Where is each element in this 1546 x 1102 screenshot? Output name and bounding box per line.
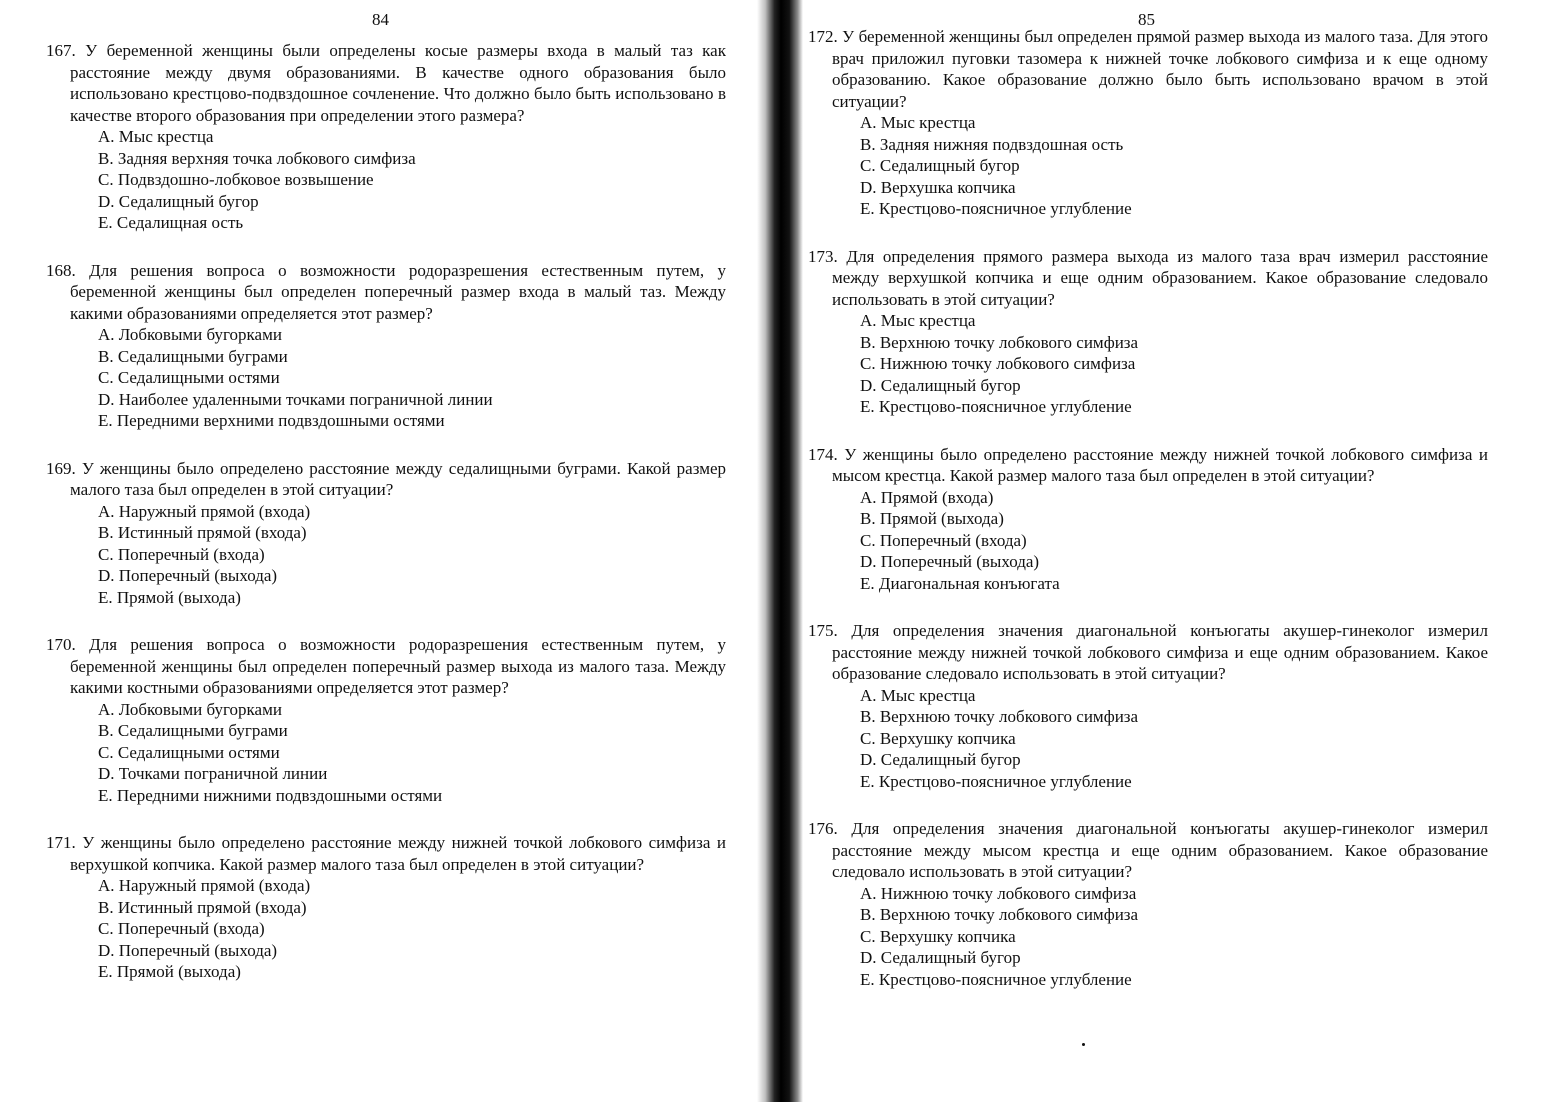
- question-168: [46, 260, 726, 432]
- answer-options: [46, 875, 726, 983]
- option-a: A. Прямой (входа): [860, 487, 994, 507]
- answer-options: [808, 310, 1488, 418]
- option-a: A. Наружный прямой (входа): [98, 876, 311, 895]
- option-c: C. Верхушку копчика: [860, 926, 1016, 946]
- question-text: 171. У женщины было определено расстояние между нижней точкой лобкового симфиза и верхушкой копчика. Какой размер малого таза был определен в этой ситуации?: [46, 833, 726, 874]
- option-d: D. Поперечный (выхода): [860, 552, 1040, 571]
- option-b: B. Истинный прямой (входа): [98, 897, 307, 917]
- answer-options: [808, 685, 1488, 793]
- question-176: [808, 818, 1488, 990]
- question-169: [46, 458, 726, 609]
- option-d: D. Наиболее удаленными точками пограничной линии: [98, 389, 493, 409]
- question-175: [808, 620, 1488, 792]
- option-e: E. Крестцово-поясничное углубление: [860, 397, 1132, 416]
- option-b: B. Задняя нижняя подвздошная ость: [860, 134, 1124, 154]
- question-text: 175. Для определения значения диагональной конъюгаты акушер-гинеколог измерил расстояние между нижней точкой лобкового симфиза и еще одним образованием. Какое образование следовало использовать в этой ситуации?: [808, 621, 1488, 683]
- option-c: C. Верхушку копчика: [860, 728, 1016, 748]
- right-page: [808, 27, 1488, 990]
- option-c: C. Нижнюю точку лобкового симфиза: [860, 354, 1136, 373]
- option-d: D. Седалищный бугор: [860, 948, 1021, 967]
- option-c: C. Поперечный (входа): [98, 544, 265, 564]
- book-spine-shadow: [757, 0, 803, 1102]
- question-text: 172. У беременной женщины был определен прямой размер выхода из малого таза. Для этого врач приложил пуговки тазомера к нижней точке лобкового симфиза и к еще одному образованию. Какое образование должно было быть использовано врачом в этой ситуации?: [808, 27, 1488, 111]
- option-a: A. Мыс крестца: [860, 113, 976, 132]
- option-b: B. Седалищными буграми: [98, 346, 288, 366]
- question-text: 169. У женщины было определено расстояние между седалищными буграми. Какой размер малого таза был определен в этой ситуации?: [46, 458, 726, 499]
- option-e: E. Крестцово-поясничное углубление: [860, 199, 1132, 218]
- question-174: [808, 444, 1488, 595]
- option-d: D. Поперечный (выхода): [98, 940, 278, 960]
- question-text: 174. У женщины было определено расстояние между нижней точкой лобкового симфиза и мысом крестца. Какой размер малого таза был определен в этой ситуации?: [808, 444, 1488, 485]
- option-b: B. Задняя верхняя точка лобкового симфиза: [98, 148, 416, 168]
- option-e: E. Прямой (выхода): [98, 587, 241, 607]
- option-d: D. Точками пограничной линии: [98, 764, 328, 783]
- answer-options: [46, 501, 726, 609]
- option-e: E. Передними верхними подвздошными остями: [98, 411, 445, 430]
- question-text: 173. Для определения прямого размера выхода из малого таза врач измерил расстояние между верхушкой копчика и еще одним образованием. Какое образование следовало использовать в этой ситуации?: [808, 246, 1488, 309]
- option-b: B. Верхнюю точку лобкового симфиза: [860, 332, 1139, 352]
- answer-options: [808, 487, 1488, 595]
- option-c: C. Поперечный (входа): [98, 919, 265, 938]
- answer-options: [46, 324, 726, 432]
- scan-speck: [1082, 1043, 1085, 1046]
- option-a: A. Мыс крестца: [860, 685, 976, 705]
- option-e: E. Диагональная конъюгата: [860, 573, 1060, 593]
- option-e: E. Крестцово-поясничное углубление: [860, 969, 1132, 989]
- option-d: D. Поперечный (выхода): [98, 566, 278, 585]
- option-b: B. Верхнюю точку лобкового симфиза: [860, 707, 1139, 726]
- answer-options: [46, 699, 726, 807]
- option-e: E. Седалищная ость: [98, 213, 244, 232]
- question-172: [808, 26, 1488, 220]
- answer-options: [46, 126, 726, 234]
- question-170: [46, 634, 726, 806]
- option-e: E. Прямой (выхода): [98, 962, 241, 981]
- question-173: [808, 246, 1488, 418]
- option-a: A. Мыс крестца: [98, 127, 214, 146]
- option-a: A. Наружный прямой (входа): [98, 501, 311, 521]
- question-text: 167. У беременной женщины были определены косые размеры входа в малый таз как расстояние между двумя образованиями. В качестве одного образования было использовано крестцово-подвздошное сочленение. Что должно было быть использовано в качестве второго образования при определении этого размера?: [46, 41, 726, 125]
- option-c: C. Седалищный бугор: [860, 156, 1020, 175]
- option-c: C. Седалищными остями: [98, 368, 280, 387]
- option-a: A. Лобковыми бугорками: [98, 325, 282, 344]
- option-d: D. Верхушка копчика: [860, 177, 1016, 197]
- option-b: B. Прямой (выхода): [860, 509, 1004, 528]
- question-171: [46, 832, 726, 983]
- answer-options: [808, 112, 1488, 220]
- option-a: A. Лобковыми бугорками: [98, 699, 282, 719]
- option-c: C. Подвздошно-лобковое возвышение: [98, 170, 374, 189]
- option-b: B. Истинный прямой (входа): [98, 523, 307, 542]
- question-text: 176. Для определения значения диагональной конъюгаты акушер-гинеколог измерил расстояние между мысом крестца и еще одним образованием. Какое образование следовало использовать в этой ситуации?: [808, 819, 1488, 881]
- option-e: E. Крестцово-поясничное углубление: [860, 771, 1132, 791]
- option-c: C. Поперечный (входа): [860, 530, 1027, 550]
- option-a: A. Нижнюю точку лобкового симфиза: [860, 883, 1137, 903]
- option-d: D. Седалищный бугор: [860, 750, 1021, 769]
- left-page: [46, 36, 726, 983]
- right-page-number: 85: [1138, 10, 1155, 29]
- option-a: A. Мыс крестца: [860, 311, 976, 330]
- option-c: C. Седалищными остями: [98, 742, 280, 762]
- answer-options: [808, 883, 1488, 991]
- option-e: E. Передними нижними подвздошными остями: [98, 785, 443, 805]
- question-text: 170. Для решения вопроса о возможности родоразрешения естественным путем, у беременной женщины был определен поперечный размер выхода из малого таза. Между какими костными образованиями определяется этот размер?: [46, 635, 726, 697]
- question-167: [46, 40, 726, 234]
- question-text: 168. Для решения вопроса о возможности родоразрешения естественным путем, у беременной женщины был определен поперечный размер входа в малый таз. Между какими образованиями определяется этот размер?: [46, 260, 726, 323]
- option-d: D. Седалищный бугор: [860, 375, 1021, 395]
- option-d: D. Седалищный бугор: [98, 191, 259, 211]
- option-b: B. Верхнюю точку лобкового симфиза: [860, 905, 1139, 924]
- option-b: B. Седалищными буграми: [98, 721, 288, 740]
- left-page-number: 84: [372, 10, 389, 29]
